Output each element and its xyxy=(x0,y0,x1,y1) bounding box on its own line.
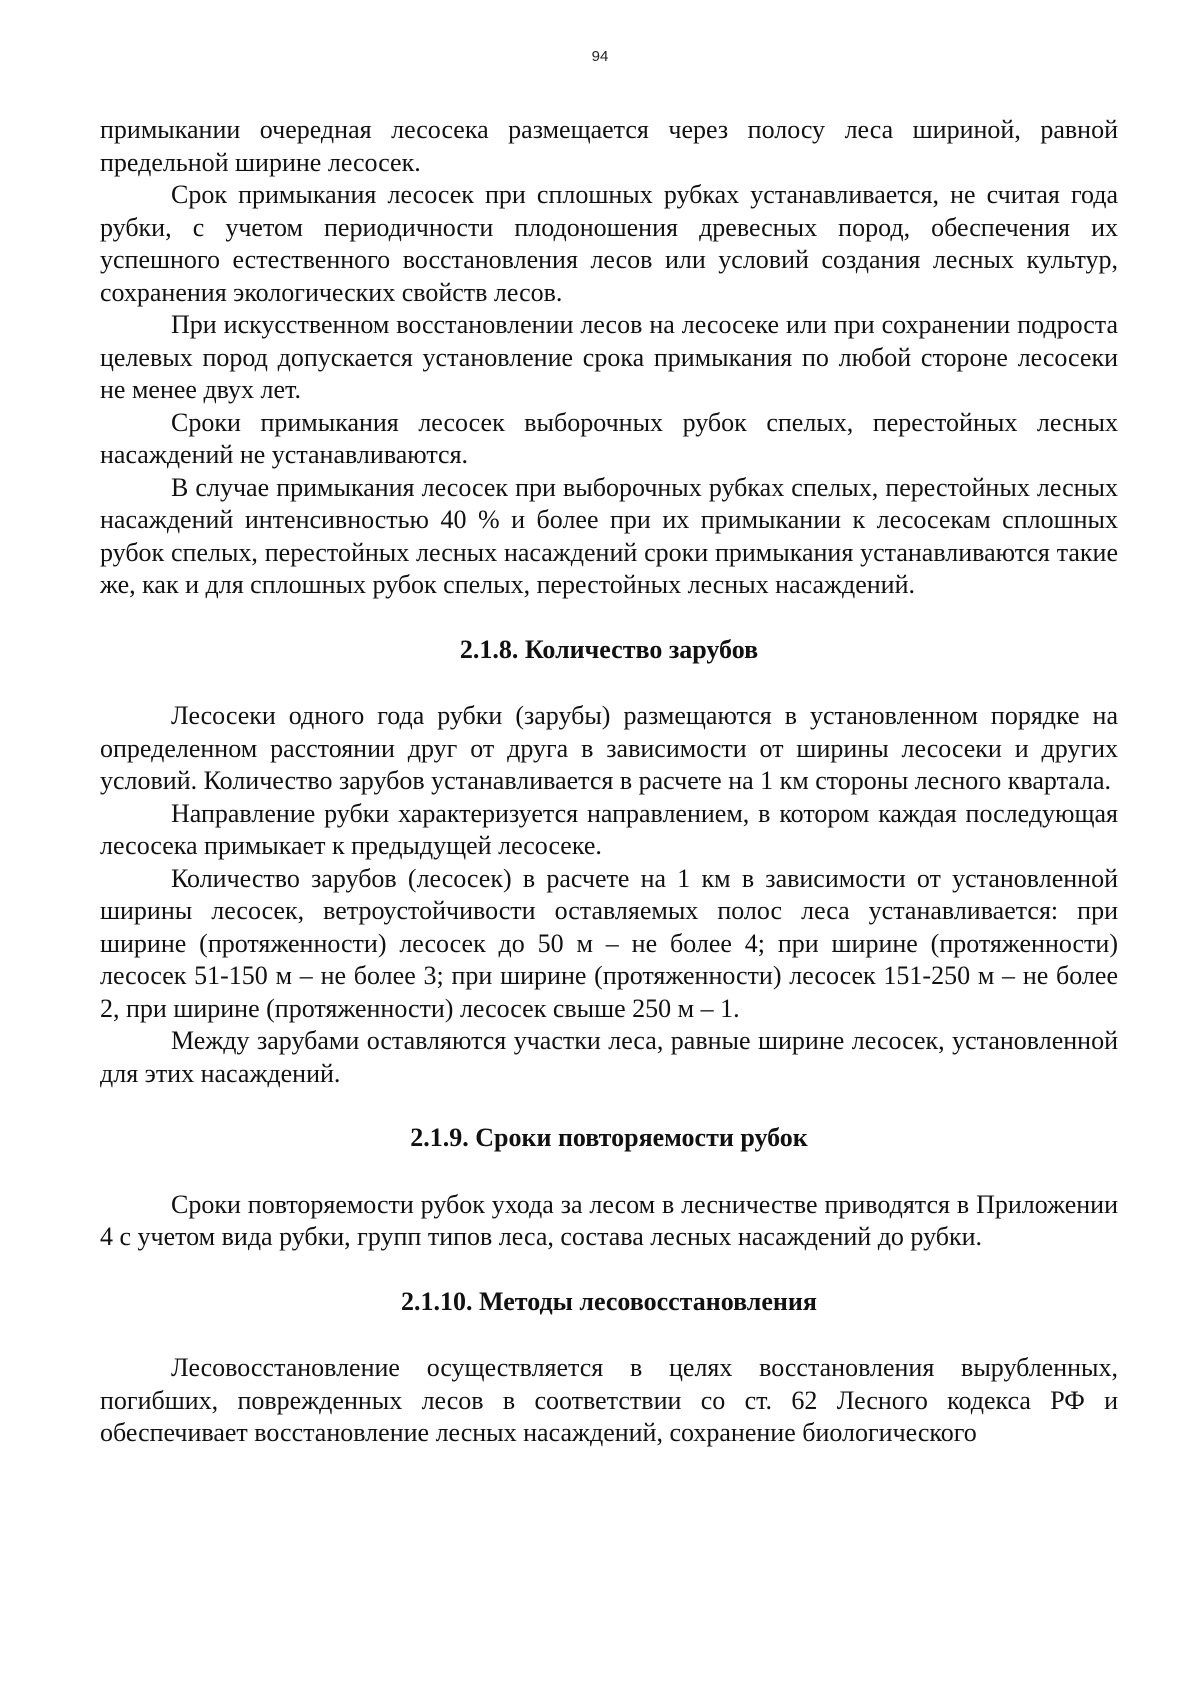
paragraph-continuation: примыкании очередная лесосека размещается через полосу леса шириной, равной предельной ширине лесосек. xyxy=(100,115,1118,177)
paragraph-cutting-count: Количество зарубов (лесосек) в расчете на 1 км в зависимости от установленной ширины лесосек, ветроустойчивости оставляемых полос леса устанавливается: при ширине (протяженности) лесосек до 50 м – не более 4; при ширине (протяженности) лесосек 51-150 м – не более 3; при ширине (протяженности) лесосек 151-250 м – не более 2, при ширине (протяженности) лесосек свыше 250 м – 1. xyxy=(100,863,1118,1023)
paragraph-forest-strips: Между зарубами оставляются участки леса, равные ширине лесосек, установленной для этих насаждений. xyxy=(100,1026,1118,1088)
paragraph-reforestation: Лесовосстановление осуществляется в целях восстановления вырубленных, погибших, поврежденных лесов в соответствии со ст. 62 Лесного кодекса РФ и обеспечивает восстановление лесных насаждений, сохранение биологического xyxy=(100,1353,1118,1447)
paragraph-adjacency-term: Срок примыкания лесосек при сплошных рубках устанавливается, не считая года рубки, с учетом периодичности плодоношения древесных пород, обеспечения их успешного естественного восстановления лесов или условий создания лесных культур, сохранения экологических свойств лесов. xyxy=(100,180,1118,307)
section-heading-2-1-10: 2.1.10. Методы лесовосстановления xyxy=(401,1286,817,1316)
section-heading-2-1-8: 2.1.8. Количество зарубов xyxy=(459,634,759,664)
page-number: 94 xyxy=(591,48,609,65)
paragraph-selective-cuttings: Сроки примыкания лесосек выборочных рубок спелых, перестойных лесных насаждений не устанавливаются. xyxy=(100,407,1118,469)
paragraph-cutting-areas: Лесосеки одного года рубки (зарубы) размещаются в установленном порядке на определенном расстоянии друг от друга в зависимости от ширины лесосеки и других условий. Количество зарубов устанавливается в расчете на 1 км стороны лесного квартала. xyxy=(100,701,1118,795)
paragraph-artificial-restoration: При искусственном восстановлении лесов на лесосеке или при сохранении подроста целевых пород допускается установление срока примыкания по любой стороне лесосеки не менее двух лет. xyxy=(100,310,1118,404)
paragraph-cutting-direction: Направление рубки характеризуется направлением, в котором каждая последующая лесосека примыкает к предыдущей лесосеке. xyxy=(100,798,1118,860)
paragraph-repeat-terms: Сроки повторяемости рубок ухода за лесом в лесничестве приводятся в Приложении 4 с учетом вида рубки, групп типов леса, состава лесных насаждений до рубки. xyxy=(100,1189,1118,1251)
paragraph-adjacency-case: В случае примыкания лесосек при выборочных рубках спелых, перестойных лесных насаждений интенсивностью 40 % и более при их примыкании к лесосекам сплошных рубок спелых, перестойных лесных насаждений сроки примыкания устанавливаются такие же, как и для сплошных рубок спелых, перестойных лесных насаждений. xyxy=(100,472,1118,599)
document-body xyxy=(100,114,1118,1450)
section-heading-2-1-9: 2.1.9. Сроки повторяемости рубок xyxy=(410,1123,808,1152)
